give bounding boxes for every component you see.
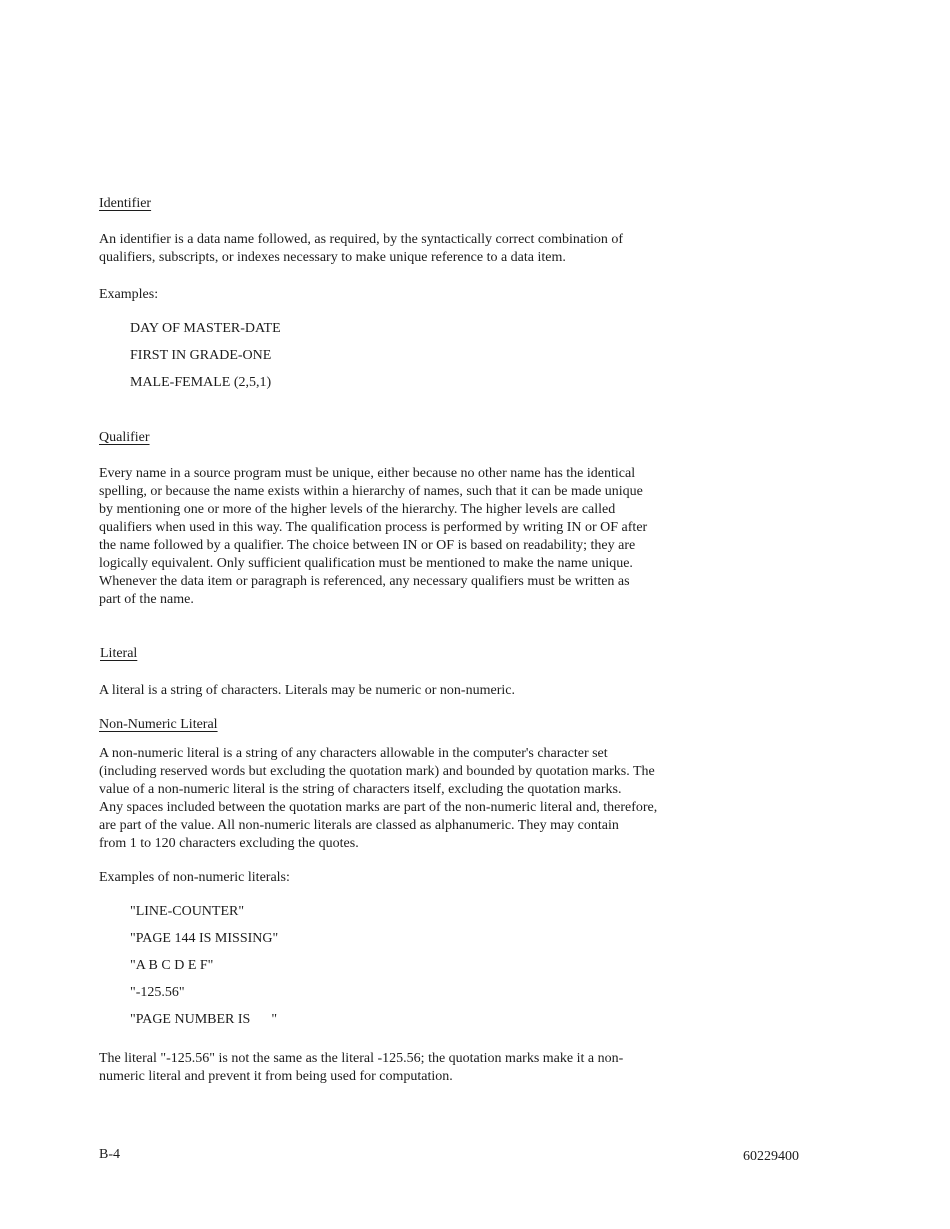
non-numeric-literal-heading: Non-Numeric Literal [99, 717, 218, 732]
identifier-example: MALE-FEMALE (2,5,1) [130, 375, 272, 390]
identifier-example: DAY OF MASTER-DATE [130, 321, 281, 336]
non-numeric-example: "PAGE 144 IS MISSING" [130, 931, 279, 946]
qualifier-paragraph-line: Every name in a source program must be unique, either because no other name has the identical [99, 466, 636, 481]
literal-heading: Literal [100, 646, 138, 661]
identifier-paragraph-line: qualifiers, subscripts, or indexes necessary to make unique reference to a data item. [99, 250, 566, 265]
qualifier-paragraph-line: part of the name. [99, 592, 194, 607]
non-numeric-paragraph-line: Any spaces included between the quotation marks are part of the non-numeric literal and, therefore, [99, 800, 658, 815]
non-numeric-paragraph-line: (including reserved words but excluding the quotation mark) and bounded by quotation marks. The [99, 764, 655, 779]
non-numeric-example: "A B C D E F" [130, 958, 214, 973]
qualifier-paragraph-line: Whenever the data item or paragraph is referenced, any necessary qualifiers must be written as [99, 574, 630, 589]
closing-paragraph-line: The literal "-125.56" is not the same as the literal -125.56; the quotation marks make it a non- [99, 1051, 624, 1066]
non-numeric-examples-label: Examples of non-numeric literals: [99, 870, 290, 885]
qualifier-paragraph-line: logically equivalent. Only sufficient qualification must be mentioned to make the name unique. [99, 556, 633, 571]
non-numeric-paragraph-line: A non-numeric literal is a string of any characters allowable in the computer's character set [99, 746, 608, 761]
identifier-heading: Identifier [99, 196, 152, 211]
non-numeric-paragraph-line: from 1 to 120 characters excluding the quotes. [99, 836, 359, 851]
literal-paragraph-line: A literal is a string of characters. Literals may be numeric or non-numeric. [99, 683, 515, 698]
qualifier-paragraph-line: the name followed by a qualifier. The choice between IN or OF is based on readability; they are [99, 538, 636, 553]
qualifier-paragraph-line: by mentioning one or more of the higher levels of the hierarchy. The higher levels are called [99, 502, 616, 517]
qualifier-paragraph-line: qualifiers when used in this way. The qualification process is performed by writing IN or OF after [99, 520, 648, 535]
qualifier-heading: Qualifier [99, 430, 150, 445]
non-numeric-example: "-125.56" [130, 985, 185, 1000]
non-numeric-paragraph-line: are part of the value. All non-numeric literals are classed as alphanumeric. They may contain [99, 818, 619, 833]
non-numeric-example: "PAGE NUMBER IS " [130, 1012, 278, 1027]
qualifier-paragraph-line: spelling, or because the name exists within a hierarchy of names, such that it can be made unique [99, 484, 643, 499]
page-number: B-4 [99, 1147, 120, 1162]
identifier-examples-label: Examples: [99, 287, 159, 302]
identifier-paragraph-line: An identifier is a data name followed, as required, by the syntactically correct combination of [99, 232, 624, 247]
non-numeric-example: "LINE-COUNTER" [130, 904, 245, 919]
document-number: 60229400 [743, 1149, 799, 1164]
identifier-example: FIRST IN GRADE-ONE [130, 348, 272, 363]
closing-paragraph-line: numeric literal and prevent it from being used for computation. [99, 1069, 453, 1084]
non-numeric-paragraph-line: value of a non-numeric literal is the string of characters itself, excluding the quotation marks. [99, 782, 622, 797]
